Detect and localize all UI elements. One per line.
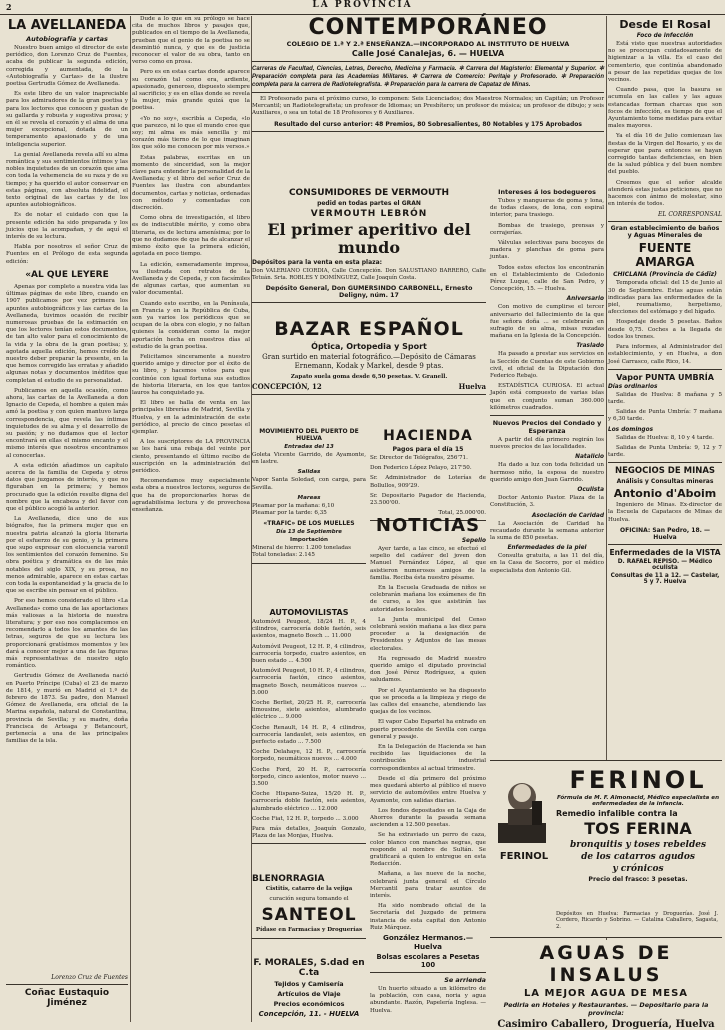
bazar-text: Zapato suela goma desde 6,50 pesetas. V. Granell.: [290, 374, 448, 380]
ferinol-line: Remedio infalible contra la: [556, 809, 678, 818]
paragraph: La edición, esmeradamente impresa, va ilustrada con retratos de la Avellaneda y de Cepeda, y con facsímiles de algunas cartas, que aumentan su valor documental.: [132, 261, 250, 297]
minas-address: OFICINA: San Pedro, 18. — Huelva: [620, 526, 710, 541]
hacienda-section: [370, 426, 486, 524]
vermouth-depots-label: Depósitos para la venta en esta plaza:: [252, 259, 383, 266]
port-section: [252, 426, 366, 567]
ad-line: Tejidos y Camisería: [274, 980, 344, 988]
ferinol-line: de los catarros agudos: [581, 852, 695, 862]
divider: [252, 92, 604, 93]
news-item: Ha regresado de Madrid nuestro querido amigo el diputado provincial don José Pérez Rodríguez, a quien saludamos.: [370, 655, 486, 684]
paragraph: Habla por nosotros el señor Cruz de Fuentes en el Prólogo de esta segunda edición:: [6, 244, 128, 265]
news-item: Mañana, a las nueve de la noche, celebrará junta general el Círculo Mercantil para tratar asuntos de interés.: [370, 871, 486, 899]
insalus-title: AGUAS DE INSALUS: [539, 942, 673, 986]
paragraph: Recomendamos muy especialmente esta obra a nuestros lectores, seguros de que ha de proporcionarles horas de agradabilísima lectura y de provechosa enseñanza.: [132, 478, 250, 513]
bazar-title: BAZAR ESPAÑOL: [274, 318, 464, 340]
auto-item: Coche Hispano-Suiza, 15/20 H. P., carrocería doble faetón, seis asientos, alumbrado eléctrico ... 12.000: [252, 791, 366, 812]
paragraph: Dude a lo que en su prólogo se hace cita de muchos libros y pasajes que, publicados en el tiempo de la Avellaneda, prueban que el genio de la poetisa no se desmintió nunca, y que es de justicia reconocer el valor de su obra, tanto en verso como en prosa.: [132, 16, 250, 66]
rosal-subtitle: Foco de infección: [636, 33, 694, 39]
school-address: Calle José Canalejas, 6. — HUELVA: [351, 49, 505, 58]
paragraph: «Yo no soy», escribía a Cepeda, «lo que parezco, ni lo que el mundo cree que soy; mi alma es más sencilla y mi corazón más tierno de lo que imaginan los que sólo me conocen por mis versos.»: [132, 115, 250, 151]
masthead: [0, 0, 725, 15]
paragraph: Doctor Antonio Pastor. Plaza de la Constitución, 3.: [490, 495, 604, 509]
fuente-place: CHICLANA (Provincia de Cádiz): [613, 271, 717, 279]
tide-line: Pleamar por la mañana: 6,10: [252, 502, 335, 509]
divider: [608, 544, 722, 545]
ferinol-text: [556, 765, 720, 885]
divider: [252, 394, 486, 395]
ferinol-price: Precio del frasco: 3 pesetas.: [588, 876, 688, 883]
bazar-subtitle: Óptica, Ortopedia y Sport: [311, 342, 427, 351]
subhead: Oculista: [577, 487, 604, 494]
divider: [6, 984, 128, 985]
ferinol-line: bronquitis y toses rebeldes: [569, 840, 707, 850]
vista-text: Consultas de 11 a 12. — Castelar, 5 y 7. Huelva: [610, 572, 720, 585]
newspaper-title: LA PROVINCIA: [312, 0, 413, 10]
minas-sub: Análisis y Consultas mineras: [616, 478, 714, 486]
bazar-text: Gran surtido en material fotográfico.—Depósito de Cámaras Ernemann, Kodak y Markel, desde 9 ptas.: [262, 353, 476, 370]
ad-line: Artículos de Viaje: [277, 990, 341, 998]
subhead: Se arrienda: [444, 976, 486, 984]
bazar-ad: [252, 316, 486, 398]
divider: [370, 972, 486, 973]
signature: Lorenzo Cruz de Fuentes: [51, 974, 128, 981]
contemporaneo-ad: [252, 16, 604, 135]
ad-title: F. MORALES, S.dad en C.ta: [253, 958, 365, 978]
paragraph: Estas palabras, escritas en un momento de sinceridad, son la mejor clave para entender la personalidad de la Avellaneda; y el libro del señor Cruz de Fuentes las ilustra con abundantes documentos, cartas y noticias, ordenadas con método y comentadas con discreción.: [132, 154, 250, 212]
rosal-title: Desde El Rosal: [619, 18, 711, 31]
paragraph: A esta edición añadimos un capítulo acerca de la familia de Cepeda y otros datos que juzgamos de interés, y que no figuraban en la primera; y hemos procurado que la edición resulte digna del nombre que la encabeza y del favor con que el público acogió la anterior.: [6, 462, 128, 512]
ferinol-ad: [490, 760, 722, 938]
vista-name: D. RAFAEL REPISO. — Médico oculista: [617, 558, 713, 571]
paragraph: A partir del día primero regirán los nuevos precios de las localidades.: [490, 437, 604, 451]
fuente-title: FUENTE AMARGA: [635, 241, 695, 270]
hacienda-sub: Pagos para el día 15: [392, 446, 464, 453]
subhead: Asociación de Caridad: [531, 512, 604, 519]
vermouth-line1: CONSUMIDORES DE VERMOUTH: [288, 188, 450, 198]
tide-line: Pleamar por la tarde: 6,35: [252, 510, 327, 517]
autos-section: [252, 606, 366, 847]
news-item: En la Delegación de Hacienda se han recibido las liquidaciones de la contribución industrial correspondientes al actual trimestre.: [370, 744, 486, 772]
subhead: Enfermedades de la piel: [507, 545, 587, 552]
port-title: MOVIMIENTO DEL PUERTO DE HUELVA: [259, 428, 359, 442]
paragraph: La genial Avellaneda revela allí su alma romántica y sus sentimientos íntimos y las nobles inquietudes de un corazón que ama con toda la vehemencia de su raza y de su tiempo; y ha querido el autor conservar en estas páginas, con absoluta fidelidad, el texto original de las cartas y de los apuntes autobiográficos.: [6, 151, 128, 209]
news-item: El vapor Cabo Espartel ha entrado en puerto procedente de Sevilla con carga general y pasaje.: [370, 719, 486, 740]
paragraph: Ha pasado a prestar sus servicios en la Sección de Cuentas de este Gobierno civil, el oficial de la Diputación don Federico Rebajo.: [490, 351, 604, 380]
ad-title: González Hermanos.— Huelva: [382, 933, 474, 951]
minas-name: Antonio d'Aboim: [613, 487, 717, 501]
hacienda-line: Sr. Director de Telégrafos, 256'71.: [370, 455, 468, 461]
vermouth-depots: Don VALERIANO CIORDIA, Calle Concepción. Don SALUSTIANO BARRERO, Calle Tetuán. Srta. ROBLES Y DOMÍNGUEZ, Calle Joaquín Costa.: [252, 268, 486, 281]
paragraph: Válvulas selectivas para bocoyes de madera y planchas de goma para juntas.: [490, 240, 604, 261]
news-item: Los fondos depositados en la Caja de Ahorros durante la pasada semana ascienden a 12.500 pesetas.: [370, 807, 486, 829]
article-subtitle: Autobiografía y cartas: [26, 35, 108, 43]
divider: [252, 938, 366, 939]
paragraph: Tubos y mangueras de goma y lona, de todas clases, de lona, con espiral interior, para trasiego.: [490, 198, 604, 219]
paragraph: Es este libro de un valor inapreciable para los admiradores de la gran poetisa y para los lectores que conocen y gustan de su gallarda y robusta y sugestiva prosa; y en él se revela el corazón y el alma de una mujer excepcional, dotada de un temperamento apasionado y de una inteligencia superior.: [6, 91, 128, 148]
ferinol-line: y crónicos: [612, 864, 664, 874]
column-2: [132, 16, 250, 1022]
trafic-title: «TRAFIC» DE LOS MUELLES: [263, 520, 355, 528]
auto-item: Automóvil Peugeot, 18/24 H. P., 4 cilindros, carrocería doble faetón, seis asientos, magneto Bosch ... 11.000: [252, 619, 366, 640]
vista-title: Enfermedades de la VISTA: [609, 547, 721, 557]
ad-title: BLENORRAGIA: [252, 874, 325, 884]
insalus-depositary: Casimiro Caballero, Droguería, Huelva: [497, 1019, 715, 1030]
divider: [252, 131, 604, 132]
cognac-ad: Coñac Eustaquio Jiménez: [24, 988, 110, 1008]
hacienda-line: Sr. Administrador de Loterías de Bollullos, 909'29.: [370, 475, 486, 489]
tides-label: Mareas: [297, 494, 321, 501]
news-item: La Junta municipal del Censo celebrará sesión mañana a las diez para proceder a la designación de Presidentes y Adjuntos de las mesas electorales.: [370, 616, 486, 652]
ad-line: Concepción, 11. - HUELVA: [258, 1010, 360, 1018]
ad-line: Precios económicos: [273, 1000, 345, 1008]
ad-line: Pídase en Farmacias y Droguerías: [255, 927, 363, 934]
auto-item: Coche Berliet, 20/25 H. P., carrocería limousine, siete asientos, alumbrado eléctrico ... 9.000: [252, 700, 366, 721]
morales-ad: [252, 956, 366, 1020]
paragraph: Por eso hemos considerado el libro «La Avellaneda» como una de las aportaciones más valiosas a la historia de nuestra literatura; y por eso nos complacemos en recomendarlo a todos los amantes de las letras, seguros de que su lectura les proporcionará gratísimos momentos y les dará a conocer mejor a una de las figuras más representativas de nuestro siglo romántico.: [6, 598, 128, 670]
import-line: Total toneladas: 2.145: [252, 552, 315, 559]
section-heading: «AL QUE LEYERE: [25, 269, 109, 280]
insalus-ad: [490, 940, 722, 1030]
paragraph: Todos estos efectos los encontrarán en el Establecimiento de Celedonio Pérez Luque, calle de San Pedro, y Concepción, 15. — Huelva.: [490, 264, 604, 293]
article-title: LA AVELLANEDA: [7, 18, 127, 33]
news-item: Desde el día primero del próximo mes quedará abierto al público el nuevo servicio de automóviles entre Huelva y Ayamonte, con salidas diarias.: [370, 775, 486, 804]
paragraph: Está visto que nuestras autoridades no se preocupan cuidadosamente de higienizar a la villa. Es el caso del cementerio, que continúa abandonado a pesar de las repetidas quejas de los vecinos.: [608, 41, 722, 84]
subhead: Días ordinarios: [608, 383, 658, 390]
paragraph: Salidas de Punta Umbría: 7 mañana y 6,30 tarde.: [608, 409, 722, 423]
insalus-line: Pedirla en Hoteles y Restaurantes. — Depositario para la provincia:: [503, 1001, 709, 1017]
divider: [252, 843, 366, 844]
vermouth-line2: pedid en todas partes el GRAN: [317, 200, 421, 207]
school-faculty: El Profesorado para el próximo curso, lo componen: Seis Licenciados; dos Maestros Normales; un Capitán; un Profesor Mercantil; un Radiotelegrafista; un profesor de Idiomas; un Presbítero; un profesor de música; un profesor de dibujo; y seis Auxiliares, o sea un total de 18 Profesores y 6 Auxiliares.: [252, 96, 604, 117]
import-line: Mineral de hierro: 1.200 toneladas: [252, 545, 351, 552]
auto-item: Automóvil Peugeot, 10 H. P., 4 cilindros, carrocería faetón, cinco asientos, magneto Bosch, neumáticos nuevos ... 5.000: [252, 668, 366, 696]
paragraph: Temporada oficial: del 15 de Junio al 30 de Septiembre. Estas aguas están indicadas para las enfermedades de la piel, reumatismo, herpetismo, afecciones del estómago y del hígado.: [608, 280, 722, 316]
correspondent-signature: EL CORRESPONSAL: [658, 211, 722, 219]
news-title: NOTICIAS: [375, 515, 481, 536]
subhead: Aniversario: [566, 296, 604, 303]
paragraph: Cuando esto escribo, en la Península, en Francia y en la República de Cuba, son ya varios los periódicos que se ocupan de la obra con elogio, y no faltan quienes la consideran como la mejor aportación hecha en nuestros días al estudio de la gran poetisa.: [132, 300, 250, 350]
bodegueros-title: Intereses á los bodegueros: [498, 188, 596, 196]
paragraph: Para informes, al Administrador del establecimiento, y en Huelva, a don José Carrasco, calle Rico, 14.: [608, 344, 722, 365]
trafic-date: Día 13 de Septiembre: [276, 529, 342, 536]
ferinol-bottle-label: FERINOL: [499, 851, 549, 862]
paragraph: Es de notar el cuidado con que la presente edición ha sido preparada y los juicios que la acompañan, y de aquí el interés de su lectura.: [6, 212, 128, 241]
school-results: Resultado del curso anterior: 48 Premios, 80 Sobresalientes, 80 Notables y 175 Aprobados: [274, 120, 582, 128]
column-1: [6, 16, 128, 1022]
hacienda-total: Total, 25.000'00.: [438, 510, 486, 517]
ad-line: Bolsas escolares a Pesetas 100: [376, 953, 480, 969]
paragraph: Como obra de investigación, el libro es de indiscutible mérito, y como obra literaria, es de lectura amenísima; por lo que no dudamos de que ha de alcanzar el mismo éxito que la primera edición, agotada en poco tiempo.: [132, 215, 250, 258]
auto-item: Coche Renault, 14 H. P., 4 cilindros, carrocería landaulet, seis asientos, en perfecto estado ... 7.500: [252, 724, 366, 746]
ferinol-formula: Fórmula de M. F. Almonacid, Médico especialista en enfermedades de la infancia.: [556, 795, 720, 807]
ferinol-depots: Depósitos en Huelva: Farmacias y Droguerías. José J. Cordero, Ricardo y Sobrino. — Catalina Caballero, Sagasta, 2.: [556, 911, 718, 930]
vermouth-slogan: El primer aperitivo del mundo: [267, 220, 471, 257]
port-exits-label: Salidas: [297, 469, 321, 476]
paragraph: La Avellaneda, dice uno de sus biógrafos, fue la primera mujer que en nuestra patria alcanzó la gloria literaria por el esfuerzo de su genio, y la primera que supo expresar con elocuencia varonil los sentimientos del corazón femenino. Su obra poética y dramática es de las más notables del siglo XIX, y su prosa, no menos admirable, aparece en estas cartas con toda la espontaneidad y la gracia de lo que se escribe sin pensar en el público.: [6, 516, 128, 595]
insalus-line: LA MEJOR AGUA DE MESA: [523, 988, 689, 999]
news-item: Ayer tarde, a las cinco, se efectuó el sepelio del cadáver del joven don Manuel Fernández López, al que asistieron numerosos amigos de la familia. Reciba ésta nuestro pésame.: [370, 546, 486, 581]
bazar-city: Huelva: [458, 382, 486, 392]
bazar-address: CONCEPCIÓN, 12: [252, 382, 322, 392]
paragraph: Ya el día 16 de Julio comienzan las fiestas de la Virgen del Rosario, y es de esperar que para entonces se hayan corregido tantas deficiencias, en bien de la salud pública y del buen nombre del pueblo.: [608, 133, 722, 176]
divider: [490, 415, 604, 416]
paragraph: Pero es en estas cartas donde aparece su corazón tal como era, ardiente, apasionado, generoso, dispuesto siempre al sacrificio; y es en ellas donde se revela la mujer, más grande quizá que la poetisa.: [132, 69, 250, 112]
ferinol-title: FERINOL: [569, 766, 707, 794]
bazar-address-row: [252, 384, 486, 391]
paragraph: Felicitamos sinceramente a nuestro querido amigo y director por el éxito de su libro, y hacemos votos para que continúe con igual fortuna sus estudios de historia literaria, en los que tantos lauros ha conquistado ya.: [132, 353, 250, 396]
paragraph: Ingeniero de Minas. Ex-director de la Escuela de Capataces de Minas de Huelva.: [608, 502, 722, 523]
divider: [608, 462, 722, 463]
hacienda-line: Sr. Depositario Pagador de Hacienda, 23.500'00.: [370, 492, 486, 507]
paragraph: Ha dado a luz con toda felicidad un hermoso niño, la esposa de nuestro querido amigo don Juan Garrido.: [490, 462, 604, 483]
paragraph: ESTADÍSTICA CURIOSA. El actual Japón está compuesto de varias islas que en conjunto suman 360.000 kilómetros cuadrados.: [490, 383, 604, 411]
column-rule: [130, 16, 131, 1022]
hacienda-line: Don Federico López Pelayo, 217'50.: [370, 465, 472, 472]
ad-line: Cistitis, catarro de la vejiga: [265, 886, 353, 892]
subhead: Traslado: [576, 343, 604, 350]
bodegueros-section: [490, 186, 604, 846]
divider: [252, 563, 366, 564]
vermouth-general-depot: Depósito General, Don GUMERSINDO CARBONELL, Ernesto Deligny, núm. 17: [265, 284, 473, 299]
paragraph: Hospedaje desde 5 pesetas. Baños desde 0,75. Coches a la llegada de todos los trenes.: [608, 319, 722, 340]
paragraph: Bombas de trasiego, prensas y cerrajerías.: [490, 222, 604, 236]
divider: [252, 302, 486, 303]
vermouth-ad: [252, 186, 486, 306]
vapor-title: Vapor PUNTA UMBRÍA: [616, 372, 714, 382]
auto-contact: Para más detalles, Joaquín Gonzalo, Plaza de las Monjas, Huelva.: [252, 826, 366, 840]
import-label: Importación: [289, 537, 329, 544]
auto-item: Automóvil Peugeot, 12 H. P., 4 cilindros, carrocería torpedo, cuatro asientos, en buen estado ... 4.500: [252, 643, 366, 665]
child-illustration-icon: [492, 771, 552, 849]
blenorragia-ad: [252, 872, 366, 942]
news-item: Se ha extraviado un perro de caza, color blanco con manchas negras, que responde al nombre de Sultán. Se gratificará a quien lo entregue en esta Redacción.: [370, 832, 486, 868]
subhead: Nuevos Precios del Condado y Esperanza: [492, 419, 602, 436]
paragraph: La Asociación de Caridad ha recaudado durante la semana anterior la suma de 850 pesetas.: [490, 520, 604, 541]
gonzalez-ad: [370, 931, 486, 1018]
port-exit: Vapor Santa Soledad, con carga, para Sevilla.: [252, 477, 366, 491]
divider: [608, 221, 722, 222]
santeol-brand: SANTEOL: [261, 905, 357, 926]
fuente-line1: Gran establecimiento de baños y Aguas Minerales de: [610, 225, 720, 240]
paragraph: Creemos que el señor alcalde atenderá estas justas peticiones, que no hacemos con ánimo de molestar, sino en interés de todos.: [608, 179, 722, 208]
school-subtitle: COLEGIO DE 1.ª Y 2.ª ENSEÑANZA.—INCORPORADO AL INSTITUTO DE HUELVA: [286, 40, 570, 48]
minas-title: NEGOCIOS DE MINAS: [614, 466, 716, 477]
news-item: Ha sido nombrado oficial de la Secretaría del Juzgado de primera instancia de esta capital don Antonio Ruiz Márquez.: [370, 903, 486, 931]
paragraph: Salidas de Punta Umbría: 9, 12 y 7 tarde.: [608, 444, 722, 458]
port-entry: Goleta Vicente Garrido, de Ayamonte, en lastre.: [252, 452, 366, 466]
paragraph: Apenas por completo a nuestra vida las últimas páginas de este libro, cuando en 1907 publicamos por vez primera los apuntes autobiográficos y las cartas de la Avellaneda, tuvimos ocasión de recibir numerosas pruebas de la estimación en que los lectores tenían estos documentos, de tan alto valor para el conocimiento de la vida y la obra de la gran poetisa; y, agotada aquella edición, hemos creído de nuestro deber preparar la presente, en la que hemos corregido las erratas y añadido algunas notas y documentos inéditos que completan el estudio de su personalidad.: [6, 283, 128, 384]
subhead: Natalicio: [575, 454, 604, 461]
vermouth-brand: VERMOUTH LEBRÓN: [310, 209, 428, 219]
paragraph: Salidas de Huelva: 8 mañana y 5 tarde.: [608, 391, 722, 405]
news-subhead: Sepelio: [461, 538, 486, 544]
paragraph: Con motivo de cumplirse el tercer aniversario del fallecimiento de la que fue señora doña ... se celebrarán en sufragio de su alma, misas rezadas mañana en la Iglesia de la Concepción.: [490, 304, 604, 340]
auto-item: Coche Fiat, 12 H. P., torpedo ... 3.000: [252, 815, 359, 822]
auto-item: Coche Ford, 20 H. P., carrocería torpedo, cinco asientos, motor nuevo ... 3.500: [252, 766, 366, 788]
hacienda-title: HACIENDA: [383, 428, 473, 444]
paragraph: El libro se halla de venta en las principales librerías de Madrid, Sevilla y Huelva, y en la administración de este periódico, al precio de cinco pesetas el ejemplar.: [132, 400, 250, 435]
paragraph: Un huerto situado a un kilómetro de la población, con casa, noria y agua abundante. Razón, Papelería Inglesa. — Huelva.: [370, 986, 486, 1014]
news-item: Por el Ayuntamiento se ha dispuesto que se proceda a la limpieza y riego de las calles del ensanche, atendiendo las quejas de los vecinos.: [370, 687, 486, 716]
divider: [252, 61, 604, 62]
auto-item: Coche Delahaye, 12 H. P., carrocería torpedo, neumáticos nuevos ... 4.000: [252, 749, 366, 763]
col1-footer: [6, 972, 128, 1010]
ferinol-cough: TOS FERINA: [584, 819, 692, 838]
page-number: 2: [6, 2, 14, 12]
school-courses: Carreras de Facultad, Ciencias, Letras, Derecho, Medicina y Farmacia. ✲ Carrera del Magisterio: Elemental y Superior. ✲ Preparación completa para las Academias Militares. ✲ Carrera de Comercio: Peritaje y Profesorado. ✲ Preparación completa para la carrera de Radiotelegrafista. ✲ Preparación para la carrera de Capataz de Minas.: [252, 66, 604, 88]
paragraph: Publicamos en aquella ocasión, como ahora, las cartas de la Avellaneda a don Ignacio de Cepeda, el hombre a quien más amó la poetisa y con quien mantuvo larga correspondencia, que revela las íntimas inquietudes de su alma y el desarrollo de su pasión; y no dudamos que el lector encontrará en ellas el mismo encanto y el mismo interés que nosotros encontramos al conocerlas.: [6, 387, 128, 459]
school-name: CONTEMPORÁNEO: [308, 15, 548, 40]
ad-line: curación segura tomando el: [269, 896, 349, 903]
port-entries-label: Entradas del 13: [284, 444, 334, 450]
autos-title: AUTOMOVILISTAS: [269, 608, 349, 617]
news-item: En la Escuela Graduada de niños se celebrarán mañana los exámenes de fin de curso, a los que asistirán las autoridades locales.: [370, 585, 486, 613]
paragraph: Cuando pasa, que la basura se acumula en las calles y las aguas estancadas forman charcas que son focos de infección, es tiempo de que el Ayuntamiento tome medidas para evitar males mayores.: [608, 87, 722, 130]
paragraph: Gertrudis Gómez de Avellaneda nació en Puerto Príncipe (Cuba) el 23 de marzo de 1814, y murió en Madrid el 1.º de febrero de 1873. Su padre, don Manuel Gómez de Avellaneda, era oficial de la Marina española, natural de Constantina, provincia de Sevilla; y su madre, doña Francisca de Arteaga y Betancourt, pertenecía a una de las principales familias de la isla.: [6, 673, 128, 745]
news-section: [370, 514, 486, 931]
subhead: Los domingos: [608, 426, 654, 433]
paragraph: Salidas de Huelva: 8, 10 y 4 tarde.: [616, 434, 714, 441]
paragraph: Nuestro buen amigo el director de este periódico, don Lorenzo Cruz de Fuentes, acaba de publicar la segunda edición, corregida y aumentada, de la «Autobiografía y Cartas» de la ilustre poetisa Gertrudis Gómez de Avellaneda.: [6, 45, 128, 88]
paragraph: A los suscriptores de LA PROVINCIA se les hará una rebaja del veinte por ciento, presentando el último recibo de suscripción en la administración del periódico.: [132, 439, 250, 474]
paragraph: Consulta gratuita, a las 11 del día, en la Casa de Socorro, por el médico especialista don Antonio Gil.: [490, 553, 604, 574]
divider: [608, 369, 722, 370]
